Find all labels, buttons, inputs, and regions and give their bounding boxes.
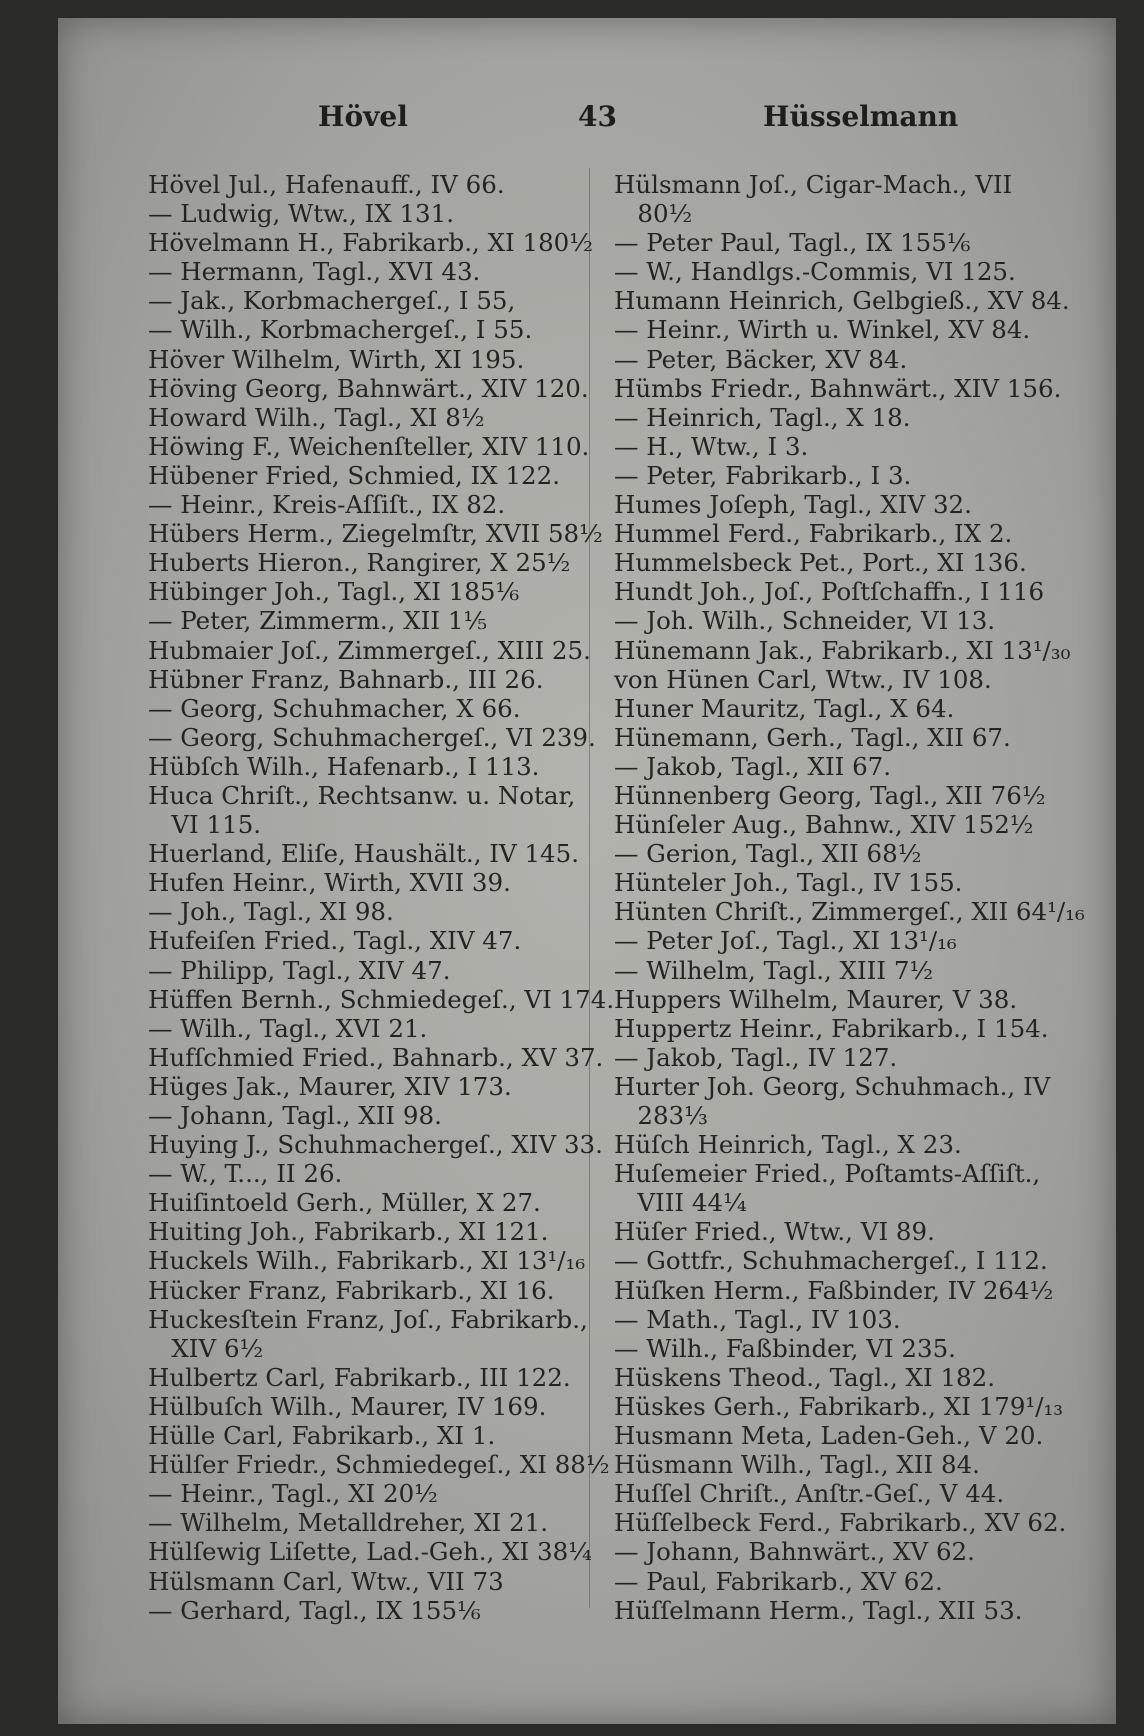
- directory-entry: Huca Chriſt., Rechtsanw. u. Notar,: [148, 780, 576, 810]
- page-header: [58, 100, 1116, 140]
- directory-entry: Huſſel Chriſt., Anſtr.-Geſ., V 44.: [614, 1479, 1005, 1509]
- directory-entry: Hübers Herm., Ziegelmſtr, XVII 58½: [148, 519, 603, 549]
- directory-entry: Huſemeier Fried., Poſtamts-Aſſiſt.,: [614, 1159, 1041, 1189]
- directory-entry: Hülſer Friedr., Schmiedegeſ., XI 88½: [148, 1450, 610, 1480]
- directory-entry: 80½: [614, 199, 693, 229]
- directory-entry: 283⅓: [614, 1101, 708, 1130]
- directory-entry: — Wilhelm, Metalldreher, XI 21.: [148, 1508, 548, 1538]
- directory-entry: Hübner Franz, Bahnarb., III 26.: [148, 664, 544, 694]
- directory-entry: — Philipp, Tagl., XIV 47.: [148, 955, 451, 985]
- directory-entry: Hüſch Heinrich, Tagl., X 23.: [614, 1130, 962, 1160]
- directory-entry: — Jakob, Tagl., XII 67.: [614, 751, 892, 781]
- directory-entry: Hünnenberg Georg, Tagl., XII 76½: [614, 780, 1046, 810]
- directory-entry: — Math., Tagl., IV 103.: [614, 1304, 901, 1334]
- directory-entry: Hüsmann Wilh., Tagl., XII 84.: [614, 1450, 980, 1480]
- directory-entry: Hüskes Gerh., Fabrikarb., XI 179¹/₁₃: [614, 1391, 1064, 1421]
- directory-page: [58, 18, 1116, 1724]
- directory-entry: Hufeiſen Fried., Tagl., XIV 47.: [148, 926, 522, 956]
- directory-entry: Hüskens Theod., Tagl., XI 182.: [614, 1362, 996, 1392]
- directory-entry: — Joh., Tagl., XI 98.: [148, 897, 394, 927]
- directory-entry: Hundt Joh., Joſ., Poſtſchaffn., I 116: [614, 577, 1045, 607]
- directory-entry: Hüſſelmann Herm., Tagl., XII 53.: [614, 1595, 1023, 1625]
- directory-entry: — W., Handlgs.-Commis, VI 125.: [614, 257, 1016, 287]
- directory-entry: — Peter Joſ., Tagl., XI 13¹/₁₆: [614, 926, 957, 956]
- directory-entry: Humes Joſeph, Tagl., XIV 32.: [614, 490, 972, 520]
- directory-entry: von Hünen Carl, Wtw., IV 108.: [614, 664, 992, 694]
- directory-entry: — Wilh., Tagl., XVI 21.: [148, 1013, 428, 1043]
- directory-entry: Hummel Ferd., Fabrikarb., IX 2.: [614, 519, 1013, 549]
- directory-entry: — Heinrich, Tagl., X 18.: [614, 402, 911, 432]
- directory-entry: — Heinr., Wirth u. Winkel, XV 84.: [614, 315, 1031, 345]
- directory-entry: — Wilhelm, Tagl., XIII 7½: [614, 955, 934, 985]
- directory-entry: Huerland, Eliſe, Haushält., IV 145.: [148, 839, 579, 869]
- directory-entry: Hülsmann Carl, Wtw., VII 73: [148, 1566, 504, 1596]
- directory-entry: — Georg, Schuhmacher, X 66.: [148, 693, 521, 723]
- directory-entry: Hüſſelbeck Ferd., Fabrikarb., XV 62.: [614, 1508, 1067, 1538]
- directory-entry: — Joh. Wilh., Schneider, VI 13.: [614, 606, 996, 636]
- directory-entry: Humann Heinrich, Gelbgieß., XV 84.: [614, 286, 1070, 316]
- directory-entry: — Peter, Fabrikarb., I 3.: [614, 460, 912, 490]
- directory-entry: Höwing F., Weichenſteller, XIV 110.: [148, 431, 590, 461]
- directory-entry: Huppers Wilhelm, Maurer, V 38.: [614, 984, 1018, 1014]
- directory-entry: Hübſch Wilh., Hafenarb., I 113.: [148, 751, 540, 781]
- directory-entry: Huckesſtein Franz, Joſ., Fabrikarb.,: [148, 1304, 588, 1334]
- directory-entry: Hufen Heinr., Wirth, XVII 39.: [148, 868, 511, 898]
- directory-entry: XIV 6½: [148, 1333, 264, 1363]
- directory-entry: — Ludwig, Wtw., IX 131.: [148, 199, 454, 229]
- directory-entry: — Peter, Bäcker, XV 84.: [614, 344, 908, 374]
- directory-entry: — Heinr., Tagl., XI 20½: [148, 1479, 438, 1509]
- directory-entry: Hünemann, Gerh., Tagl., XII 67.: [614, 722, 1011, 752]
- directory-entry: — Jak., Korbmachergeſ., I 55,: [148, 286, 516, 316]
- directory-entry: Hövelmann H., Fabrikarb., XI 180½: [148, 228, 594, 258]
- column-divider: [589, 168, 590, 1608]
- directory-entry: Huppertz Heinr., Fabrikarb., I 154.: [614, 1013, 1049, 1043]
- directory-entry: — Wilh., Korbmachergeſ., I 55.: [148, 315, 533, 345]
- directory-entry: Hünemann Jak., Fabrikarb., XI 13¹/₃₀: [614, 635, 1071, 665]
- directory-entry: Hübener Fried, Schmied, IX 122.: [148, 460, 560, 490]
- directory-entry: Howard Wilh., Tagl., XI 8½: [148, 402, 485, 432]
- directory-entry: Hufſchmied Fried., Bahnarb., XV 37.: [148, 1042, 604, 1072]
- directory-entry: — Johann, Tagl., XII 98.: [148, 1101, 442, 1130]
- directory-entry: Hümbs Friedr., Bahnwärt., XIV 156.: [614, 373, 1062, 403]
- directory-entry: Husmann Meta, Laden-Geh., V 20.: [614, 1421, 1044, 1451]
- directory-entry: — Gerion, Tagl., XII 68½: [614, 839, 922, 869]
- directory-entry: — Heinr., Kreis-Aſſiſt., IX 82.: [148, 490, 506, 520]
- directory-entry: Huner Mauritz, Tagl., X 64.: [614, 693, 955, 723]
- directory-entry: VIII 44¼: [614, 1188, 747, 1218]
- directory-entry: Hübinger Joh., Tagl., XI 185⅙: [148, 577, 520, 607]
- directory-entry: VI 115.: [148, 810, 262, 840]
- directory-entry: Huckels Wilh., Fabrikarb., XI 13¹/₁₆: [148, 1246, 586, 1276]
- directory-entry: Höver Wilhelm, Wirth, XI 195.: [148, 344, 525, 374]
- header-right-keyword: Hüsselmann: [763, 100, 959, 133]
- directory-entry: Hüges Jak., Maurer, XIV 173.: [148, 1071, 512, 1101]
- directory-entry: — Gerhard, Tagl., IX 155⅙: [148, 1595, 481, 1625]
- directory-entry: Hummelsbeck Pet., Port., XI 136.: [614, 548, 1027, 578]
- directory-entry: Hülſewig Liſette, Lad.-Geh., XI 38¼: [148, 1537, 592, 1567]
- directory-entry: — Gottfr., Schuhmachergeſ., I 112.: [614, 1246, 1048, 1276]
- directory-entry: Hülle Carl, Fabrikarb., XI 1.: [148, 1421, 496, 1451]
- directory-entry: Hülbuſch Wilh., Maurer, IV 169.: [148, 1391, 547, 1421]
- directory-entry: Huiſintoeld Gerh., Müller, X 27.: [148, 1188, 541, 1218]
- directory-entry: Hücker Franz, Fabrikarb., XI 16.: [148, 1275, 555, 1305]
- directory-entry: Hülsmann Joſ., Cigar-Mach., VII: [614, 170, 1013, 199]
- directory-entry: — Georg, Schuhmachergeſ., VI 239.: [148, 722, 596, 752]
- directory-entry: Huberts Hieron., Rangirer, X 25½: [148, 548, 571, 578]
- right-column: [614, 170, 1085, 1625]
- directory-entry: Huiting Joh., Fabrikarb., XI 121.: [148, 1217, 549, 1247]
- directory-entry: — Peter, Zimmerm., XII 1⅕: [148, 606, 488, 636]
- directory-entry: — W., T..., II 26.: [148, 1159, 343, 1189]
- left-column: [148, 170, 615, 1625]
- directory-entry: Höving Georg, Bahnwärt., XIV 120.: [148, 373, 589, 403]
- directory-entry: Hüſken Herm., Faßbinder, IV 264½: [614, 1275, 1054, 1305]
- directory-entry: Hulbertz Carl, Fabrikarb., III 122.: [148, 1362, 571, 1392]
- directory-entry: Hüffen Bernh., Schmiedegeſ., VI 174.: [148, 984, 615, 1014]
- directory-entry: Hurter Joh. Georg, Schuhmach., IV: [614, 1071, 1051, 1101]
- directory-entry: Hünteler Joh., Tagl., IV 155.: [614, 868, 963, 898]
- directory-entry: — Wilh., Faßbinder, VI 235.: [614, 1333, 956, 1363]
- directory-entry: Hubmaier Joſ., Zimmergeſ., XIII 25.: [148, 635, 591, 665]
- directory-entry: — Johann, Bahnwärt., XV 62.: [614, 1537, 975, 1567]
- directory-entry: — H., Wtw., I 3.: [614, 431, 809, 461]
- directory-entry: Hövel Jul., Hafenauff., IV 66.: [148, 170, 505, 199]
- directory-entry: — Jakob, Tagl., IV 127.: [614, 1042, 898, 1072]
- directory-entry: — Paul, Fabrikarb., XV 62.: [614, 1566, 943, 1596]
- directory-entry: — Peter Paul, Tagl., IX 155⅙: [614, 228, 971, 258]
- page-number: 43: [578, 100, 617, 133]
- directory-entry: Huying J., Schuhmachergeſ., XIV 33.: [148, 1130, 603, 1160]
- directory-entry: Hünſeler Aug., Bahnw., XIV 152½: [614, 810, 1034, 840]
- directory-entry: Hüſer Fried., Wtw., VI 89.: [614, 1217, 935, 1247]
- header-left-keyword: Hövel: [318, 100, 408, 133]
- directory-entry: Hünten Chriſt., Zimmergeſ., XII 64¹/₁₆: [614, 897, 1085, 927]
- directory-entry: — Hermann, Tagl., XVI 43.: [148, 257, 481, 287]
